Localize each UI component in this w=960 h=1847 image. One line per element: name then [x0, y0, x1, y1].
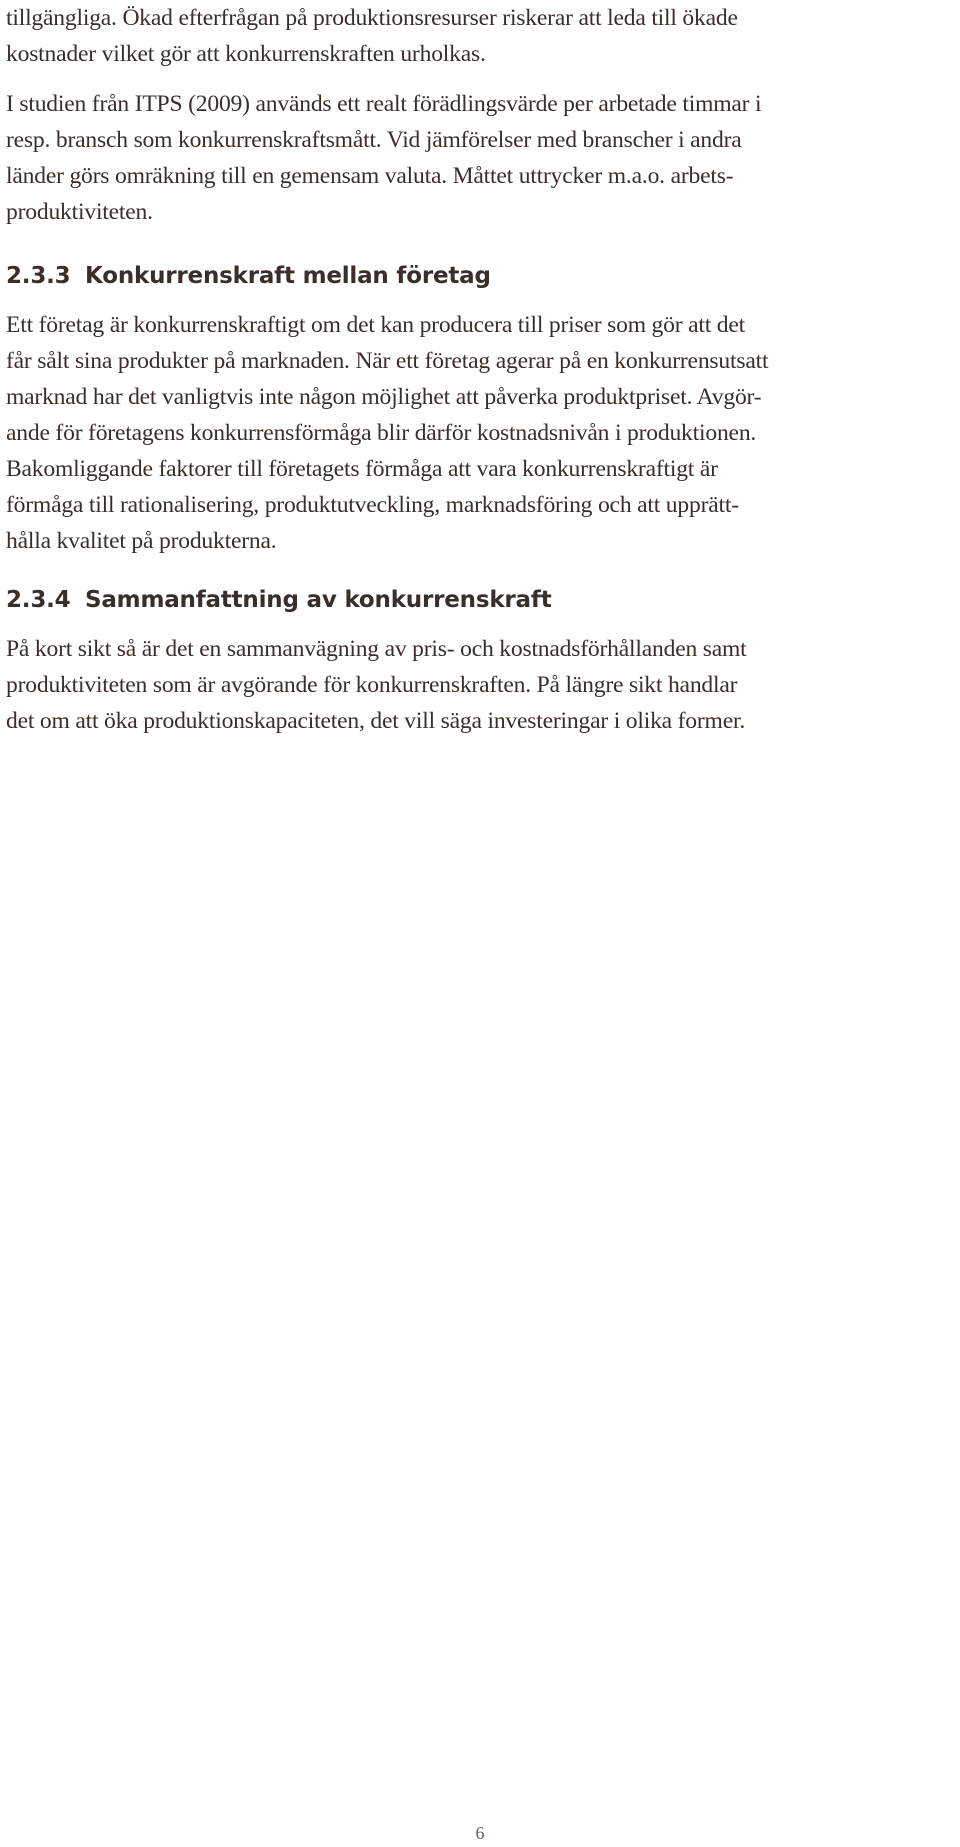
- section-number: 2.3.3: [6, 263, 71, 289]
- text-line: förmåga till rationalisering, produktutveckling, marknadsföring och att upprätt-: [6, 492, 739, 518]
- paragraph-itps-study: [6, 86, 960, 230]
- text-line: länder görs omräkning till en gemensam valuta. Måttet uttrycker m.a.o. arbets-: [6, 163, 734, 189]
- text-line: produktiviteten som är avgörande för konkurrenskraften. På längre sikt handlar: [6, 672, 738, 698]
- section-number: 2.3.4: [6, 587, 71, 613]
- text-line: resp. bransch som konkurrenskraftsmått. Vid jämförelser med branscher i andra: [6, 127, 742, 153]
- page-number: 6: [475, 1823, 485, 1843]
- section-title: Sammanfattning av konkurrenskraft: [85, 587, 552, 613]
- text-line: kostnader vilket gör att konkurrenskraften urholkas.: [6, 41, 486, 67]
- text-line: marknad har det vanligtvis inte någon möjlighet att påverka produktpriset. Avgör-: [6, 384, 762, 410]
- text-line: ande för företagens konkurrensförmåga blir därför kostnadsnivån i produktionen.: [6, 420, 757, 446]
- text-line: det om att öka produktionskapaciteten, det vill säga investeringar i olika former.: [6, 708, 746, 734]
- text-line: Bakomliggande faktorer till företagets förmåga att vara konkurrenskraftigt är: [6, 456, 718, 482]
- paragraph-summary: [6, 631, 960, 739]
- text-line: På kort sikt så är det en sammanvägning av pris- och kostnadsförhållanden samt: [6, 636, 747, 662]
- text-line: hålla kvalitet på produkterna.: [6, 528, 277, 554]
- section-heading-2-3-3: [6, 258, 491, 294]
- section-title: Konkurrenskraft mellan företag: [85, 263, 491, 289]
- text-line: produktiviteten.: [6, 199, 153, 225]
- paragraph-intro-continuation: [6, 0, 960, 72]
- text-line: får sålt sina produkter på marknaden. När ett företag agerar på en konkurrensutsatt: [6, 348, 769, 374]
- text-line: tillgängliga. Ökad efterfrågan på produktionsresurser riskerar att leda till ökade: [6, 5, 738, 31]
- text-line: Ett företag är konkurrenskraftigt om det kan producera till priser som gör att det: [6, 312, 746, 338]
- text-line: I studien från ITPS (2009) används ett realt förädlingsvärde per arbetade timmar i: [6, 91, 762, 117]
- paragraph-company-competitiveness: [6, 307, 960, 559]
- section-heading-2-3-4: [6, 582, 551, 618]
